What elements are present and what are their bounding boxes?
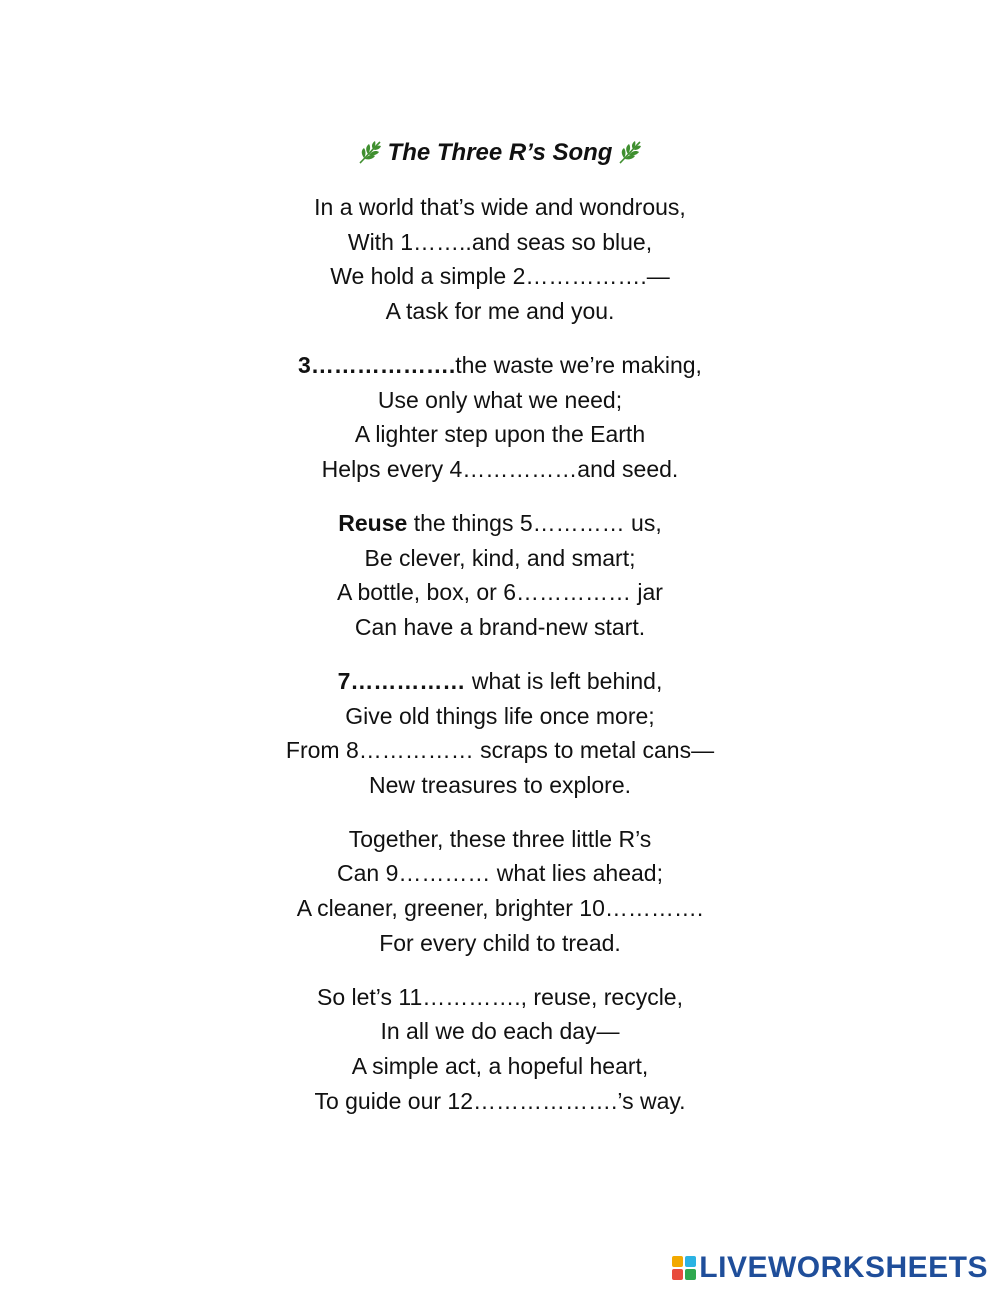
herb-icon	[616, 138, 644, 166]
poem-line	[0, 383, 1000, 418]
line-text: the waste we’re making,	[455, 351, 702, 378]
poem-line	[0, 541, 1000, 576]
line-text: A lighter step upon the Earth	[354, 421, 646, 448]
line-text: From 8…………… scraps to metal cans—	[285, 737, 715, 764]
poem-line	[0, 664, 1000, 699]
line-text: New treasures to explore.	[368, 771, 632, 798]
line-text: what is left behind,	[465, 667, 663, 694]
line-text: Use only what we need;	[377, 386, 623, 413]
line-text: So let’s 11…………., reuse, recycle,	[316, 983, 683, 1010]
poem-line	[0, 822, 1000, 857]
line-text: the things 5………… us,	[407, 509, 662, 536]
poem-line	[0, 733, 1000, 768]
herb-icon	[356, 138, 384, 166]
poem-line	[0, 225, 1000, 260]
logo-square	[685, 1256, 696, 1267]
poem-line	[0, 891, 1000, 926]
liveworksheets-logo-text: LIVEWORKSHEETS	[699, 1251, 988, 1284]
line-text: In all we do each day—	[380, 1018, 620, 1045]
song-title-text: The Three R’s Song	[387, 139, 613, 166]
logo-square	[685, 1269, 696, 1280]
stanza	[0, 190, 1000, 328]
bold-text: 3……………….	[298, 351, 456, 378]
line-text: Can have a brand-new start.	[354, 613, 646, 640]
bold-text: Reuse	[338, 509, 408, 536]
line-text: We hold a simple 2…………….—	[330, 263, 670, 290]
poem-line	[0, 1014, 1000, 1049]
logo-square	[672, 1256, 683, 1267]
line-text: With 1……..and seas so blue,	[347, 228, 653, 255]
stanza	[0, 980, 1000, 1118]
poem-line	[0, 1084, 1000, 1119]
liveworksheets-logo	[672, 1252, 988, 1284]
poem-line	[0, 856, 1000, 891]
line-text: For every child to tread.	[379, 929, 621, 956]
line-text: To guide our 12……………….’s way.	[314, 1087, 686, 1114]
line-text: A task for me and you.	[385, 297, 615, 324]
line-text: Be clever, kind, and smart;	[364, 544, 636, 571]
poem-line	[0, 506, 1000, 541]
bold-text: 7……………	[337, 667, 466, 694]
poem-line	[0, 980, 1000, 1015]
poem-line	[0, 1049, 1000, 1084]
poem-line	[0, 190, 1000, 225]
poem-line	[0, 926, 1000, 961]
poem-line	[0, 610, 1000, 645]
poem-line	[0, 575, 1000, 610]
line-text: Give old things life once more;	[345, 702, 655, 729]
stanza	[0, 506, 1000, 644]
stanza	[0, 664, 1000, 802]
poem-line	[0, 417, 1000, 452]
liveworksheets-logo-icon	[672, 1256, 696, 1280]
line-text: Helps every 4……………and seed.	[321, 455, 679, 482]
line-text: A bottle, box, or 6…………… jar	[337, 579, 663, 606]
poem-line	[0, 294, 1000, 329]
line-text: Can 9………… what lies ahead;	[337, 860, 663, 887]
poem-line	[0, 348, 1000, 383]
line-text: A cleaner, greener, brighter 10………….	[296, 895, 704, 922]
line-text: In a world that’s wide and wondrous,	[314, 194, 686, 220]
stanza	[0, 348, 1000, 486]
stanza	[0, 822, 1000, 960]
poem-line	[0, 452, 1000, 487]
poem-line	[0, 699, 1000, 734]
poem-body	[0, 190, 1000, 1138]
poem-line	[0, 768, 1000, 803]
song-title	[0, 136, 1000, 170]
line-text: A simple act, a hopeful heart,	[351, 1053, 649, 1080]
line-text: Together, these three little R’s	[348, 825, 652, 852]
logo-square	[672, 1269, 683, 1280]
poem-line	[0, 259, 1000, 294]
